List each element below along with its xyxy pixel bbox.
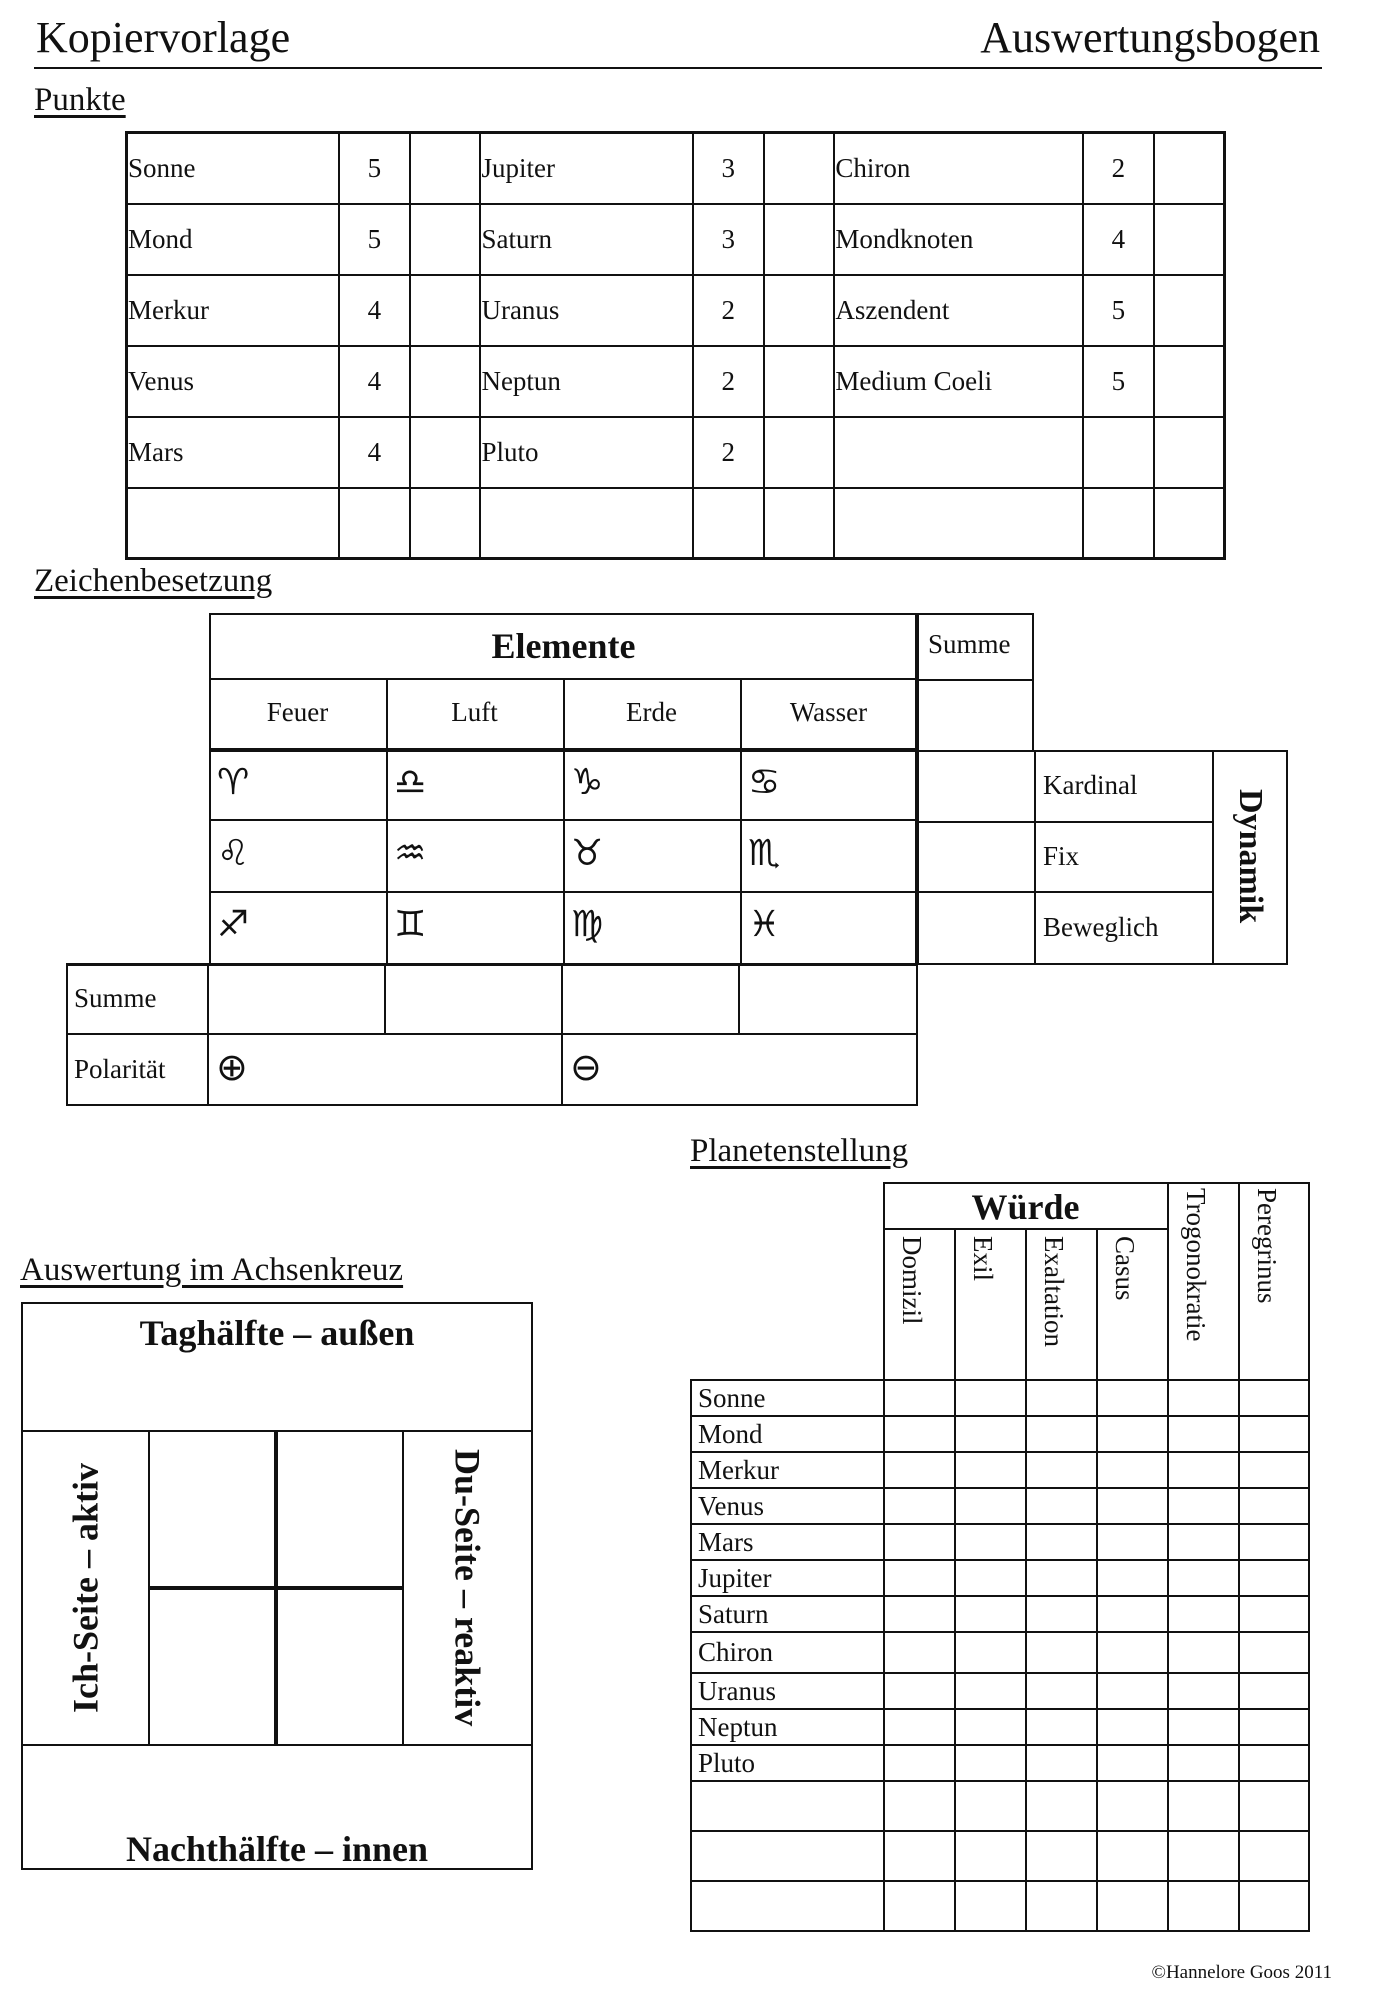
polaritaet-label: Polarität [74,1054,166,1084]
modality-fix: Fix [1043,841,1080,871]
scorpio-icon: ♏ [748,833,781,874]
punkte-planet-name [834,488,1083,559]
punkte-entry-cell[interactable] [1154,417,1225,488]
punkte-entry-cell[interactable] [410,204,481,275]
punkte-row [127,488,1225,559]
achsenkreuz-heading: Auswertung im Achsenkreuz [20,1252,404,1288]
summe-row-label: Summe [74,983,157,1013]
punkte-row [127,346,1225,417]
col-trogonokratie: Trogonokratie [1181,1188,1211,1342]
planet-row-label: Saturn [698,1599,769,1629]
taurus-icon: ♉ [571,833,604,874]
punkte-entry-cell[interactable] [764,204,835,275]
virgo-icon: ♍ [571,904,604,945]
sagittarius-icon: ♐ [217,904,250,945]
punkte-row [127,204,1225,275]
punkte-value [693,488,764,559]
punkte-row [127,417,1225,488]
copyright: ©Hannelore Goos 2011 [1151,1962,1332,1983]
punkte-value: 3 [693,204,764,275]
planet-row-label: Mond [698,1419,763,1449]
punkte-heading: Punkte [34,82,126,118]
punkte-value: 4 [339,346,410,417]
planeten-heading: Planetenstellung [690,1133,909,1169]
punkte-entry-cell[interactable] [410,133,481,204]
planet-row-label: Uranus [698,1676,776,1706]
planet-row-label: Venus [698,1491,764,1521]
polarity-plus-icon: ⊕ [216,1045,248,1089]
punkte-planet-name [480,488,692,559]
punkte-value [339,488,410,559]
aquarius-icon: ♒ [394,833,427,874]
punkte-value: 4 [339,275,410,346]
punkte-row [127,133,1225,204]
planet-row-label: Jupiter [698,1563,772,1593]
elemente-title: Elemente [491,626,636,666]
punkte-planet-name: Pluto [480,417,692,488]
col-domizil: Domizil [897,1236,927,1325]
du-seite-label: Du-Seite – reaktiv [447,1449,488,1727]
ich-seite-label: Ich-Seite – aktiv [65,1463,106,1713]
modality-kardinal: Kardinal [1043,770,1138,800]
punkte-planet-name: Mondknoten [834,204,1083,275]
punkte-planet-name: Jupiter [480,133,692,204]
element-wasser: Wasser [789,697,868,727]
punkte-entry-cell[interactable] [1154,133,1225,204]
punkte-entry-cell[interactable] [410,417,481,488]
nachthaelfte-label: Nachthälfte – innen [125,1829,428,1869]
punkte-value: 5 [1083,346,1154,417]
punkte-entry-cell[interactable] [1154,488,1225,559]
capricorn-icon: ♑ [571,762,604,803]
col-exil: Exil [968,1236,998,1281]
taghaelfte-label: Taghälfte – außen [139,1313,415,1353]
punkte-entry-cell[interactable] [410,346,481,417]
punkte-planet-name: Saturn [480,204,692,275]
planet-row-label: Mars [698,1527,754,1557]
leo-icon: ♌ [217,833,250,874]
punkte-planet-name [834,417,1083,488]
punkte-planet-name: Neptun [480,346,692,417]
col-peregrinus: Peregrinus [1252,1188,1282,1304]
punkte-value [1083,488,1154,559]
planet-row-label: Sonne [698,1383,766,1413]
col-casus: Casus [1110,1236,1140,1301]
punkte-entry-cell[interactable] [1154,275,1225,346]
gemini-icon: ♊ [394,904,427,945]
modalities-block [1034,750,1288,965]
punkte-entry-cell[interactable] [764,275,835,346]
punkte-planet-name: Chiron [834,133,1083,204]
punkte-value [1083,417,1154,488]
punkte-entry-cell[interactable] [1154,204,1225,275]
pisces-icon: ♓ [748,904,781,945]
element-erde: Erde [626,697,677,727]
header-right-title: Auswertungsbogen [980,13,1320,62]
punkte-value: 2 [693,275,764,346]
element-luft: Luft [451,697,498,727]
punkte-value: 4 [339,417,410,488]
polarity-minus-icon: ⊖ [570,1045,602,1089]
planeten-table [690,1182,1310,1932]
libra-icon: ♎ [394,762,427,803]
planet-row-label: Pluto [698,1748,756,1778]
col-exaltation: Exaltation [1039,1236,1069,1347]
punkte-planet-name: Aszendent [834,275,1083,346]
punkte-value: 2 [693,417,764,488]
punkte-planet-name: Uranus [480,275,692,346]
planet-row-label: Neptun [698,1712,778,1742]
punkte-value: 2 [693,346,764,417]
punkte-planet-name: Merkur [127,275,339,346]
punkte-planet-name [127,488,339,559]
summe-polaritaet-block [66,963,918,1106]
header-left-title: Kopiervorlage [36,13,291,62]
wuerde-title: Würde [971,1187,1080,1227]
punkte-entry-cell[interactable] [410,488,481,559]
punkte-entry-cell[interactable] [764,133,835,204]
modality-beweglich: Beweglich [1043,912,1159,942]
summe-column [918,613,1034,965]
punkte-row [127,275,1225,346]
achsenkreuz-box [21,1302,533,1870]
punkte-planet-name: Medium Coeli [834,346,1083,417]
punkte-value: 5 [1083,275,1154,346]
element-feuer: Feuer [266,697,329,727]
aries-icon: ♈ [217,762,250,803]
elemente-grid [209,613,918,965]
punkte-planet-name: Mond [127,204,339,275]
punkte-entry-cell[interactable] [764,346,835,417]
punkte-planet-name: Venus [127,346,339,417]
summe-top-label: Summe [928,629,1011,659]
punkte-planet-name: Sonne [127,133,339,204]
cancer-icon: ♋ [748,762,781,803]
planet-row-label: Merkur [698,1455,779,1485]
header-rule [34,67,1322,69]
punkte-entry-cell[interactable] [410,275,481,346]
punkte-value: 5 [339,133,410,204]
punkte-entry-cell[interactable] [764,417,835,488]
punkte-table [125,131,1226,560]
punkte-planet-name: Mars [127,417,339,488]
punkte-value: 3 [693,133,764,204]
punkte-value: 5 [339,204,410,275]
zeichen-heading: Zeichenbesetzung [34,563,273,599]
planet-row-label: Chiron [698,1637,774,1667]
punkte-entry-cell[interactable] [1154,346,1225,417]
dynamik-label: Dynamik [1232,789,1269,924]
punkte-entry-cell[interactable] [764,488,835,559]
punkte-value: 4 [1083,204,1154,275]
punkte-value: 2 [1083,133,1154,204]
